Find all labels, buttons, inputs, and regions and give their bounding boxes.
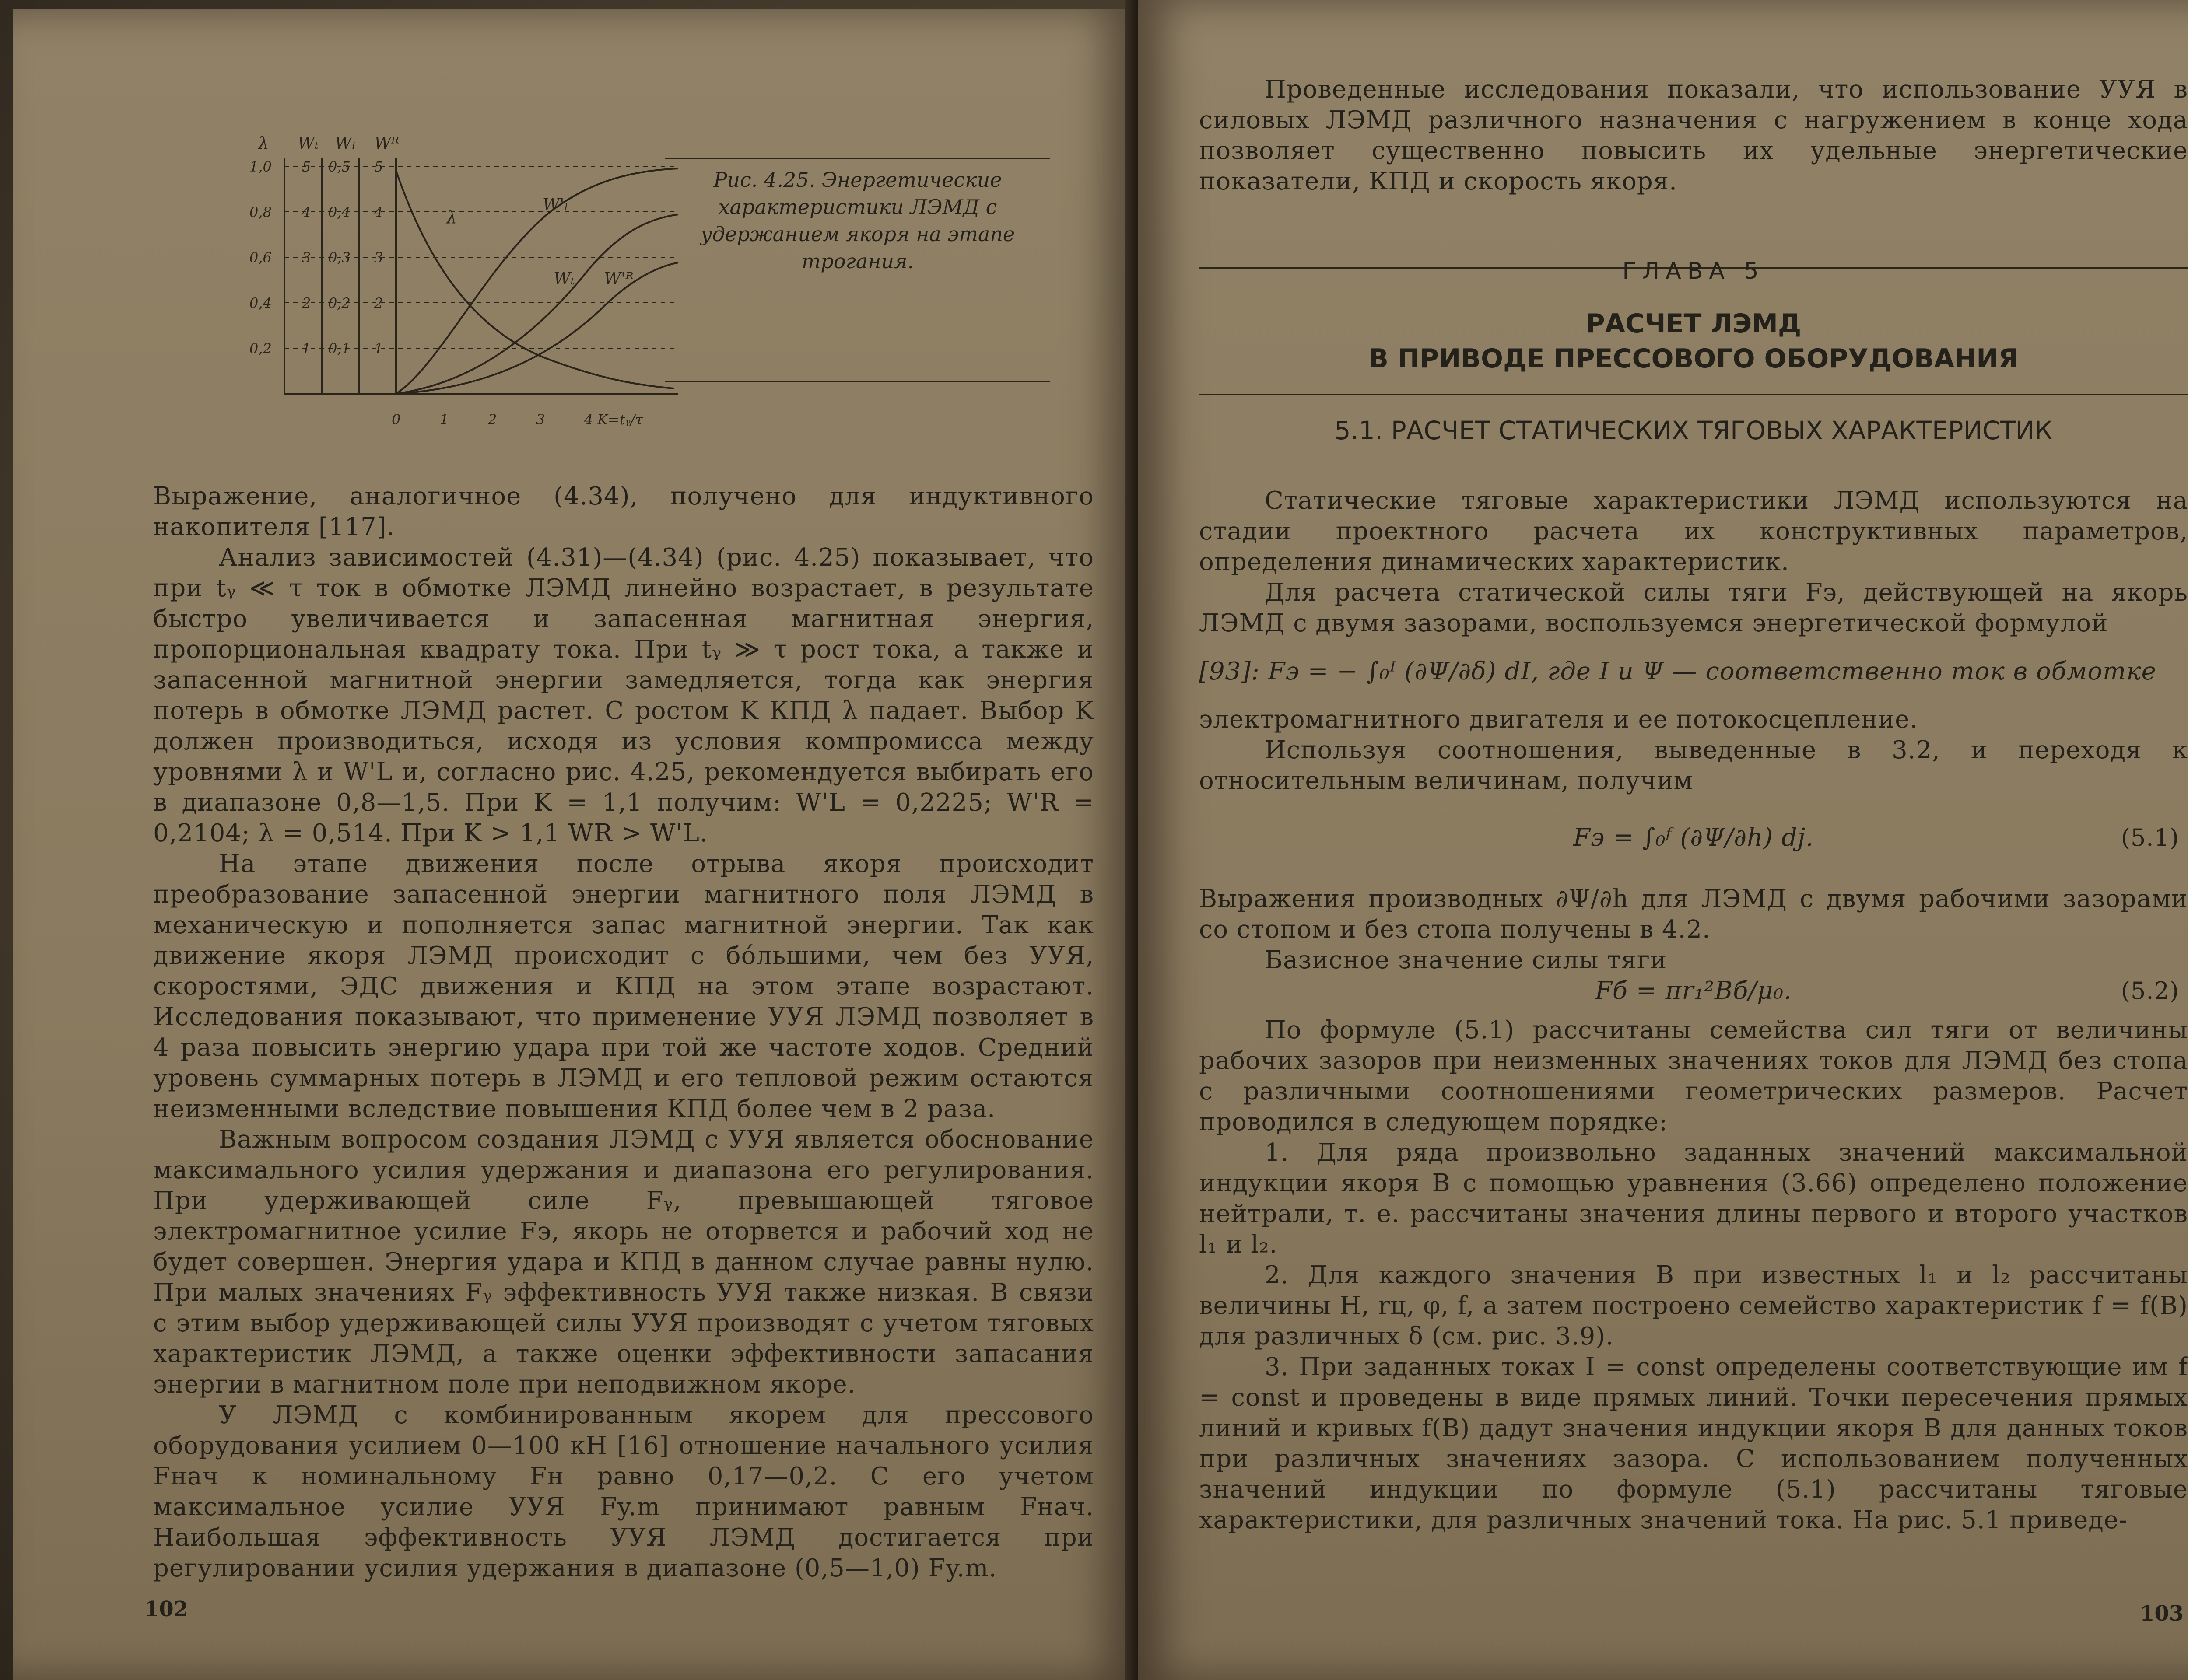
figure-caption: Рис. 4.25. Энергетические характеристики ЛЭМД с удержанием якоря на этапе трогания. [700, 168, 1015, 273]
paragraph: Выражение, аналогичное (4.34), получено для индуктивного накопителя [117]. [153, 482, 1094, 541]
tick-lambda: 0,4 [249, 295, 272, 312]
chapter-title [1199, 306, 2188, 376]
curve-label-wr: W'ᴿ [604, 269, 634, 288]
tick-x: 3 [536, 411, 545, 428]
list-item: 1. Для ряда произвольно заданных значений максимальной индукции якоря B с помощью уравнения (3.66) определено положение нейтрали, т. е. рассчитаны значения длины первого и второго участков l₁ и l₂. [1199, 1138, 2188, 1259]
tick-wl: 0,4 [328, 204, 351, 220]
chapter-label: ГЛАВА 5 [1622, 258, 1765, 284]
tick-wr: 1 [374, 340, 383, 357]
paragraph: электромагнитного двигателя и ее потокосцепление. [1199, 705, 1918, 734]
tick-x: 4 [584, 411, 593, 428]
tick-wl: 0,2 [328, 295, 351, 312]
wc-curve [396, 214, 678, 394]
x-axis-label: K=tᵧ/τ [597, 411, 643, 428]
axis-header-wc: Wₜ [298, 133, 319, 153]
intro-paragraph: Проведенные исследования показали, что использование УУЯ в силовых ЛЭМД различного назначения с нагружением в конце хода позволяет существенно повысить их удельные энергетические показатели, КПД и скорость якоря. [1199, 75, 2188, 196]
equation-5-1-number: (5.1) [2121, 824, 2179, 851]
tick-wr: 2 [374, 295, 383, 312]
tick-x: 0 [392, 411, 401, 428]
right-intro [1199, 74, 2188, 197]
list-item: 3. При заданных токах I = const определены соответствующие им f = const и проведены в виде прямых линий. Точки пересечения прямых линий и кривых f(B) дадут значения индукции якоря B для данных токов при различных значениях зазора. С использованием полученных значений индукции по формуле (5.1) рассчитаны тяговые характеристики, для различных значений тока. На рис. 5.1 приведе- [1199, 1353, 2188, 1534]
formula-line: [93]: Fэ = − ∫₀ᴵ (∂Ψ/∂δ) dI, где I и Ψ — соответственно ток в обмотке [1199, 657, 2156, 686]
equation-5-1 [1199, 796, 2188, 884]
paragraph: Используя соотношения, выведенные в 3.2, и переходя к относительным величинам, получим [1199, 736, 2188, 795]
equation-5-2-number: (5.2) [2121, 977, 2179, 1004]
paragraph: Базисное значение силы тяги [1265, 946, 1667, 974]
list-item: 2. Для каждого значения B при известных l₁ и l₂ рассчитаны величины H, rц, φ, f, а затем построено семейство характеристик f = f(B) для различных δ (см. рис. 3.9). [1199, 1261, 2188, 1351]
tick-wl: 0,3 [328, 249, 351, 266]
tick-wl: 0,5 [328, 158, 351, 175]
tick-x: 2 [488, 411, 497, 428]
tick-x: 1 [440, 411, 449, 428]
tick-lambda: 0,8 [249, 204, 272, 220]
page-number-left: 102 [144, 1597, 189, 1621]
paragraph: Выражения производных ∂Ψ/∂h для ЛЭМД с двумя рабочими зазорами со стопом и без стопа получены в 4.2. [1199, 885, 2188, 944]
caption-rule-top [665, 158, 1050, 159]
section-heading: 5.1. РАСЧЕТ СТАТИЧЕСКИХ ТЯГОВЫХ ХАРАКТЕРИСТИК [1334, 416, 2053, 445]
left-body-text [153, 481, 1094, 1584]
paragraph: На этапе движения после отрыва якоря происходит преобразование запасенной энергии магнитного поля ЛЭМД в механическую и пополняется запас магнитной энергии. Так как движение якоря ЛЭМД происходит с бо́льшими, чем без УУЯ, скоростями, ЭДС движения и КПД на этом этапе возрастают. Исследования показывают, что применение УУЯ ЛЭМД позволяет в 4 раза повысить энергию удара при той же частоте ходов. Средний уровень суммарных потерь в ЛЭМД и его тепловой режим остаются неизменными вследствие повышения КПД более чем в 2 раза. [153, 850, 1094, 1123]
tick-lambda: 0,2 [249, 340, 272, 357]
equation-5-2-body: Fб = πr₁²Bб/μ₀. [1595, 976, 1792, 1005]
paragraph: Важным вопросом создания ЛЭМД с УУЯ является обоснование максимального усилия удержания и диапазона его регулирования. При удерживающей силе Fᵧ, превышающей тяговое электромагнитное усилие Fэ, якорь не оторвется и рабочий ход не будет совершен. Энергия удара и КПД в данном случае равны нулю. При малых значениях Fᵧ эффективность УУЯ также низкая. В связи с этим выбор удерживающей силы УУЯ производят с учетом тяговых характеристик ЛЭМД, а также оценки эффективности запасания энергии в магнитном поле при неподвижном якоре. [153, 1125, 1094, 1399]
curve-label-wl: W'ₗ [543, 195, 568, 214]
caption-rule-bottom [665, 381, 1050, 382]
chapter-rule-bottom [1199, 394, 2188, 396]
page-number-right: 103 [2140, 1601, 2184, 1626]
paragraph: По формуле (5.1) рассчитаны семейства сил тяги от величины рабочих зазоров при неизменных значениях токов для ЛЭМД без стопа с различными соотношениями геометрических размеров. Расчет проводился в следующем порядке: [1199, 1016, 2188, 1136]
equation-5-2 [1199, 976, 2188, 1015]
tick-wr: 4 [374, 204, 383, 220]
chapter-title-line1: РАСЧЕТ ЛЭМД [1585, 308, 1802, 339]
axis-header-wr: Wᴿ [374, 133, 400, 153]
tick-wc: 3 [302, 249, 311, 266]
tick-wr: 5 [374, 158, 383, 175]
tick-wr: 3 [374, 249, 383, 266]
right-page [1138, 0, 2188, 1680]
right-body-text [1199, 486, 2188, 1536]
paragraph: Анализ зависимостей (4.31)—(4.34) (рис. 4.25) показывает, что при tᵧ ≪ τ ток в обмотке ЛЭМД линейно возрастает, в результате быстро увеличивается и запасенная магнитная энергия, пропорциональная квадрату тока. При tᵧ ≫ τ рост тока, а также и запасенной магнитной энергии замедляется, тогда как энергия потерь в обмотке ЛЭМД растет. С ростом K КПД λ падает. Выбор K должен производиться, исходя из условия компромисса между уровнями λ и W'L и, согласно рис. 4.25, рекомендуется выбирать его в диапазоне 0,8—1,5. При K = 1,1 получим: W'L = 0,2225; W'R = 0,2104; λ = 0,514. При K > 1,1 WR > W'L. [153, 543, 1094, 847]
tick-wc: 1 [302, 340, 311, 357]
paragraph: Для расчета статической силы тяги Fэ, действующей на якорь ЛЭМД с двумя зазорами, воспользуемся энергетической формулой [1199, 578, 2188, 637]
tick-lambda: 1,0 [249, 158, 272, 175]
axis-header-wl: Wₗ [335, 133, 356, 153]
equation-5-1-body: Fэ = ∫₀ᶠ (∂Ψ/∂h) dj. [1573, 823, 1814, 852]
wr-curve [396, 262, 678, 394]
tick-wc: 4 [302, 204, 311, 220]
left-page [13, 9, 1133, 1680]
chapter-title-line2: В ПРИВОДЕ ПРЕССОВОГО ОБОРУДОВАНИЯ [1368, 343, 2019, 374]
tick-wc: 5 [302, 158, 311, 175]
tick-lambda: 0,6 [249, 249, 272, 266]
tick-wc: 2 [302, 295, 311, 312]
axis-header-lambda: λ [258, 133, 269, 153]
paragraph: У ЛЭМД с комбинированным якорем для прессового оборудования усилием 0—100 кН [16] отношение начального усилия Fнач к номинальному Fн равно 0,17—0,2. С его учетом максимальное усилие УУЯ Fy.m принимают равным Fнач. Наибольшая эффективность УУЯ ЛЭМД достигается при регулировании усилия удержания в диапазоне (0,5—1,0) Fy.m. [153, 1401, 1094, 1582]
curve-label-lambda: λ [446, 208, 457, 227]
paragraph: Статические тяговые характеристики ЛЭМД используются на стадии проектного расчета их конструктивных параметров, определения динамических характеристик. [1199, 486, 2188, 576]
tick-wl: 0,1 [328, 340, 351, 357]
curve-label-wc: Wₜ [554, 269, 575, 288]
